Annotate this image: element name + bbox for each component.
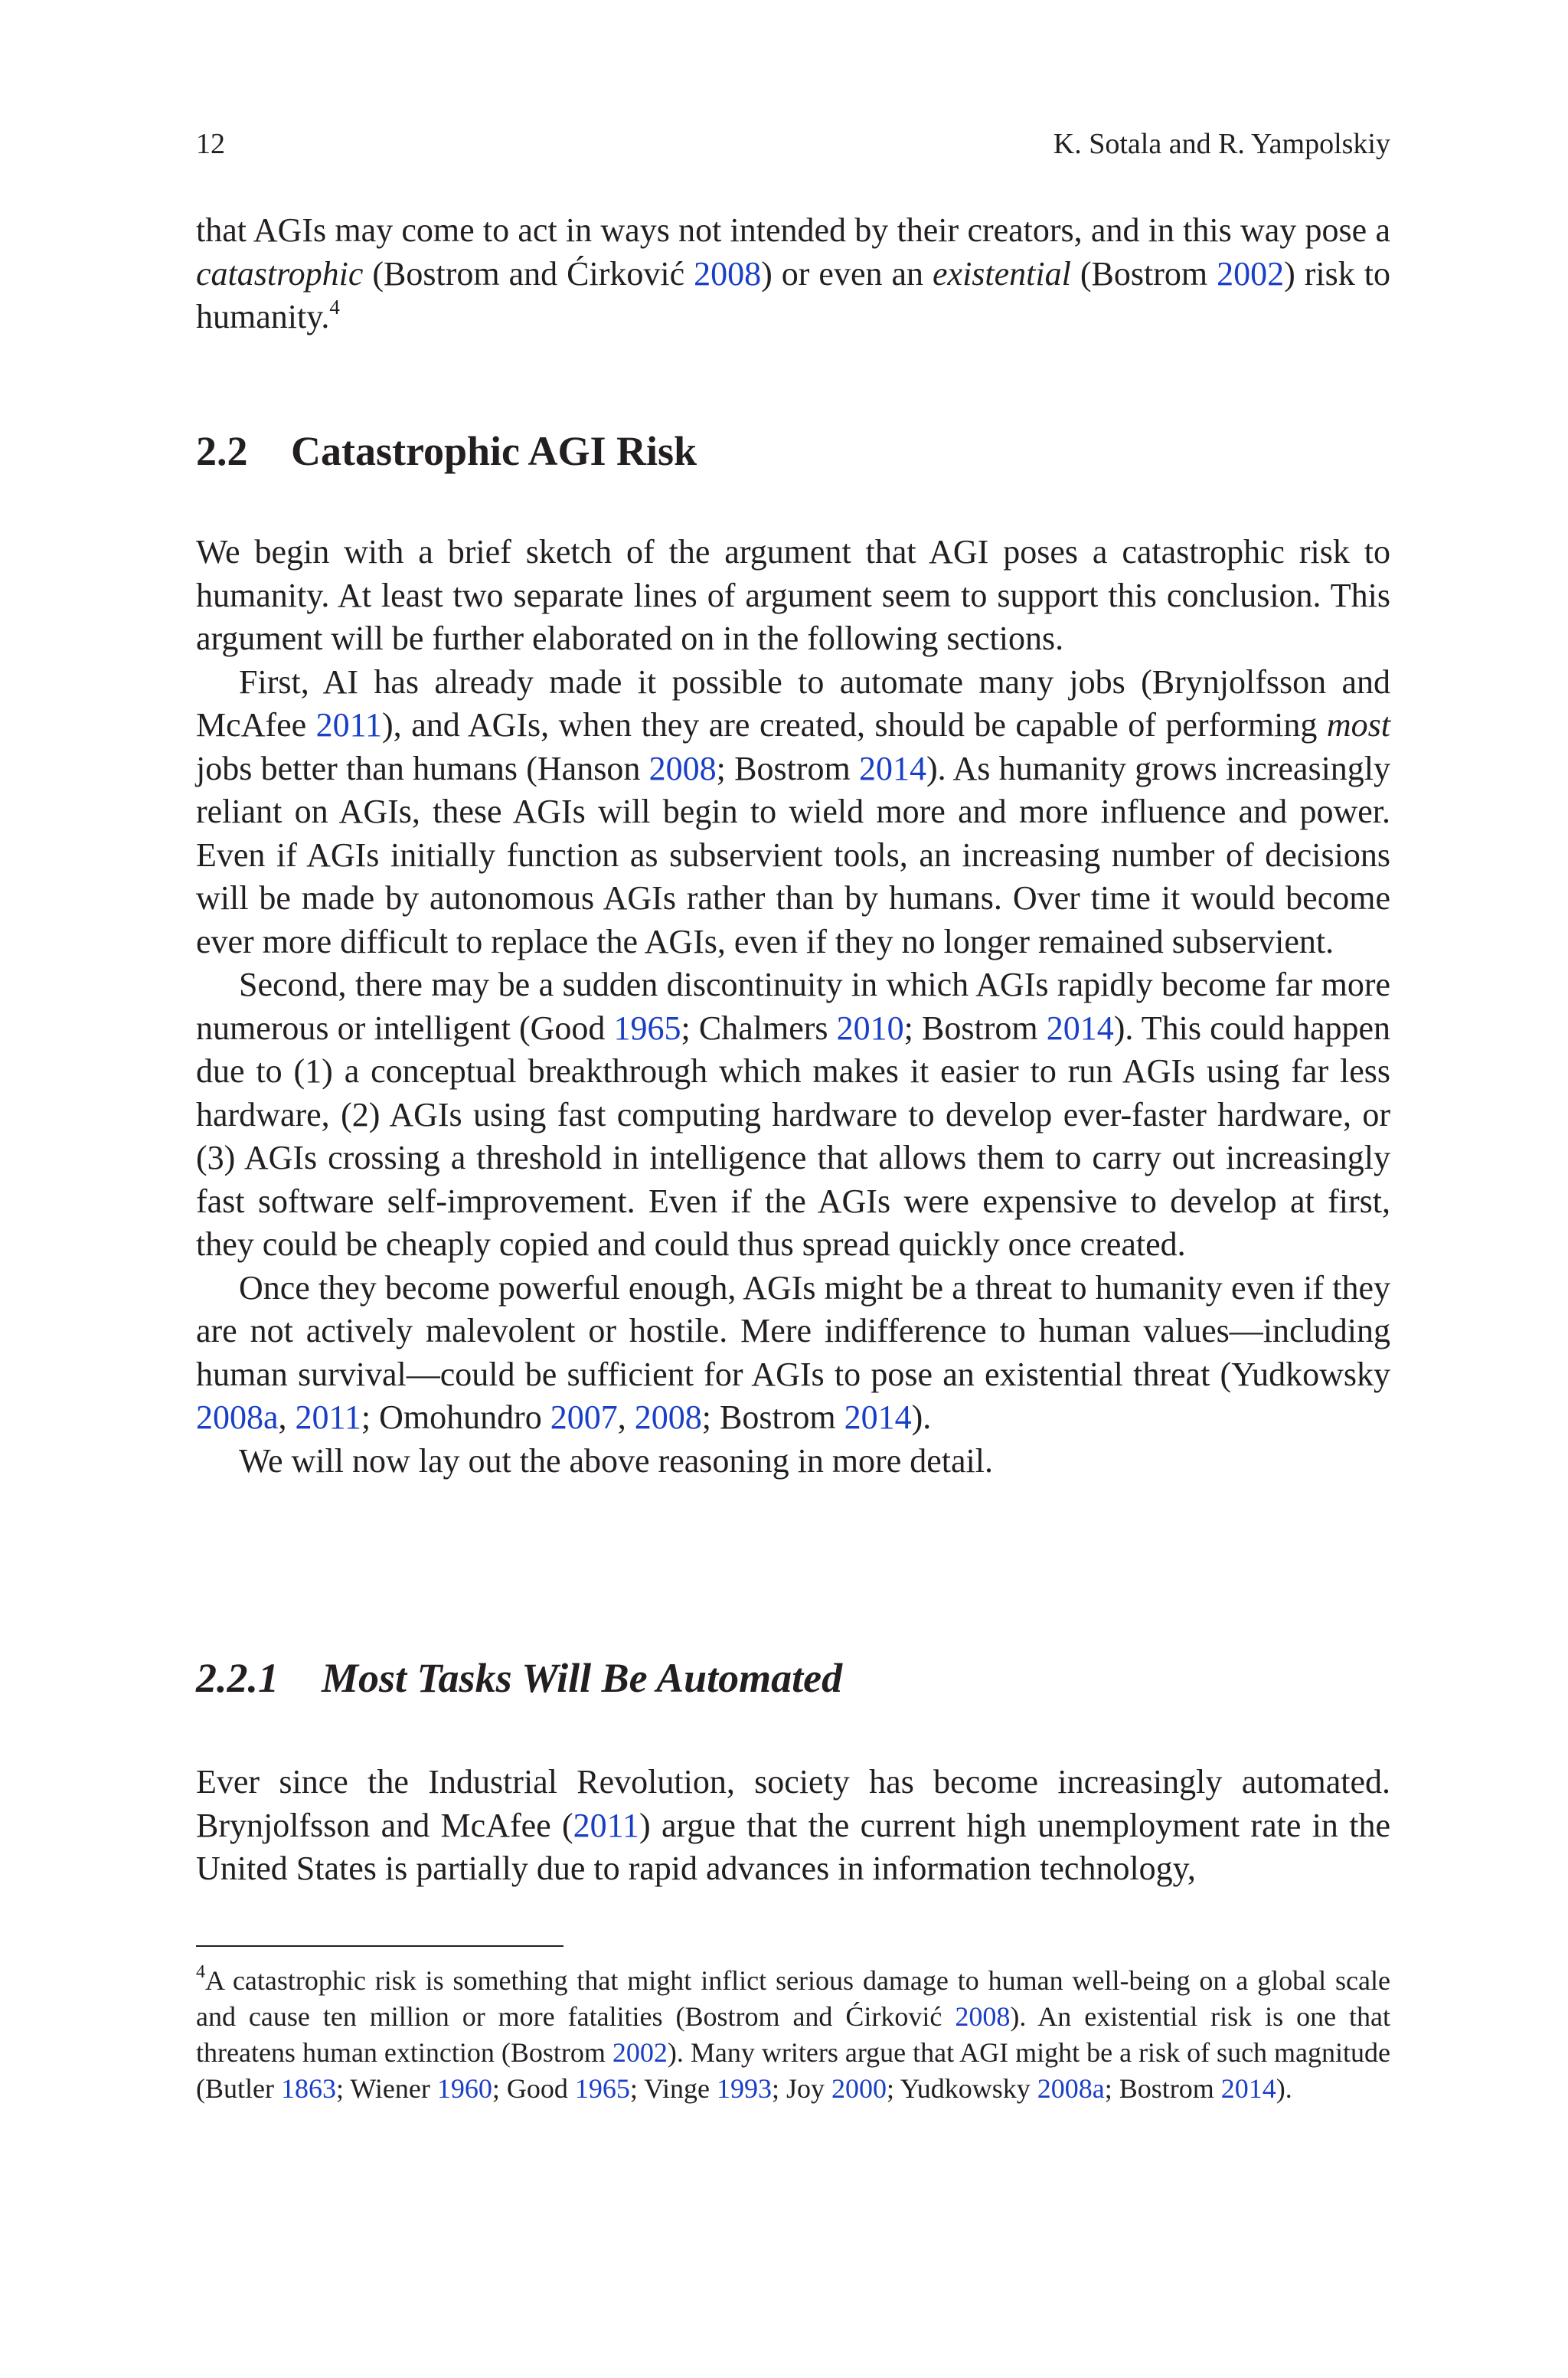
subsection-number: 2.2.1	[196, 1655, 279, 1701]
citation-link[interactable]: 2011	[573, 1806, 640, 1844]
paragraph-1: We begin with a brief sketch of the argument that AGI poses a catastrophic risk to humanity. At least two separate lines of argument seem to support this conclusion. This argument will be further elaborated on in the following sections.	[196, 533, 1390, 657]
citation-link[interactable]: 2008a	[196, 1398, 279, 1436]
section-number: 2.2	[196, 428, 248, 474]
citation-link[interactable]: 2008	[694, 254, 762, 293]
section-heading	[196, 426, 697, 476]
citation-link[interactable]: 2014	[858, 749, 926, 787]
citation-link[interactable]: 2008a	[1037, 2073, 1105, 2104]
paragraph-5: We will now lay out the above reasoning in more detail.	[239, 1441, 993, 1480]
page-number: 12	[196, 128, 225, 160]
citation-link[interactable]: 2014	[1046, 1009, 1114, 1047]
citation-link[interactable]: 2010	[836, 1009, 904, 1047]
emphasis-most: most	[1326, 706, 1390, 744]
citation-link[interactable]: 1993	[717, 2073, 772, 2104]
citation-link[interactable]: 2007	[550, 1398, 618, 1436]
section-title: Catastrophic AGI Risk	[291, 428, 697, 474]
footnote-ref[interactable]: 4	[329, 296, 340, 319]
paragraph-2: First, AI has already made it possible to automate many jobs (Brynjolfsson and McAfee 2011), and AGIs, when they are created, should be capable of performing most jobs better than humans (Hanson 2008; Bostrom 2014). As humanity grows increasingly reliant on AGIs, these AGIs will begin to wield more and more influence and power. Even if AGIs initially function as subservient tools, an increasing number of decisions will be made by autonomous AGIs rather than by humans. Over time it would become ever more difficult to replace the AGIs, even if they no longer remained subservient.	[196, 662, 1391, 960]
citation-link[interactable]: 2008	[648, 749, 717, 787]
section-body	[196, 531, 1390, 1483]
citation-link[interactable]: 2002	[1217, 254, 1285, 293]
running-header	[196, 127, 1390, 161]
subsection-body	[196, 1761, 1390, 1891]
citation-link[interactable]: 1965	[613, 1009, 681, 1047]
citation-link[interactable]: 2014	[1220, 2073, 1276, 2104]
citation-link[interactable]: 2014	[844, 1398, 912, 1436]
emphasis-existential: existential	[933, 254, 1071, 293]
citation-link[interactable]: 2002	[612, 2037, 668, 2068]
paragraph-3: Second, there may be a sudden discontinuity in which AGIs rapidly become far more numerous or intelligent (Good 1965; Chalmers 2010; Bostrom 2014). This could happen due to (1) a conceptual breakthrough which makes it easier to run AGIs using far less hardware, (2) AGIs using fast computing hardware to develop ever-faster hardware, or (3) AGIs crossing a threshold in intelligence that allows them to carry out increasingly fast software self-improvement. Even if the AGIs were expensive to develop at first, they could be cheaply copied and could thus spread quickly once created.	[196, 966, 1391, 1263]
citation-link[interactable]: 1863	[280, 2073, 336, 2104]
emphasis-catastrophic: catastrophic	[196, 254, 364, 293]
citation-link[interactable]: 2011	[315, 706, 383, 744]
citation-link[interactable]: 2000	[831, 2073, 887, 2104]
paragraph-6: Ever since the Industrial Revolution, society has become increasingly automated. Brynjolfsson and McAfee (2011) argue that the current high unemployment rate in the United States is partially due to rapid advances in information technology,	[196, 1763, 1391, 1887]
citation-link[interactable]: 1965	[574, 2073, 630, 2104]
subsection-title: Most Tasks Will Be Automated	[322, 1655, 843, 1701]
footnote-mark: 4	[196, 1962, 205, 1982]
citation-link[interactable]: 1960	[436, 2073, 492, 2104]
running-head-authors: K. Sotala and R. Yampolskiy	[1053, 128, 1390, 160]
citation-link[interactable]: 2008	[955, 2001, 1011, 2032]
intro-paragraph: that AGIs may come to act in ways not intended by their creators, and in this way pose a catastrophic (Bostrom and Ćirković 2008) or even an existential (Bostrom 2002) risk to humanity.$^4$	[196, 211, 1390, 335]
citation-link[interactable]: 2008	[634, 1398, 702, 1436]
citation-link[interactable]: 2011	[295, 1398, 361, 1436]
subsection-heading	[196, 1653, 842, 1703]
paragraph-4: Once they become powerful enough, AGIs might be a threat to humanity even if they are not actively malevolent or hostile. Mere indifference to human values—including human survival—could be sufficient for AGIs to pose an existential threat (Yudkowsky 2008a, 2011; Omohundro 2007, 2008; Bostrom 2014).	[196, 1268, 1390, 1436]
footnote-4: $^4$A catastrophic risk is something that might inflict serious damage to human well-being on a global scale and cause ten million or more fatalities (Bostrom and Ćirković 2008). An existential risk is one that threatens human extinction (Bostrom 2002). Many writers argue that AGI might be a risk of such magnitude (Butler 1863; Wiener 1960; Good 1965; Vinge 1993; Joy 2000; Yudkowsky 2008a; Bostrom 2014).	[196, 1962, 1391, 2104]
footnote-rule	[196, 1945, 564, 1947]
